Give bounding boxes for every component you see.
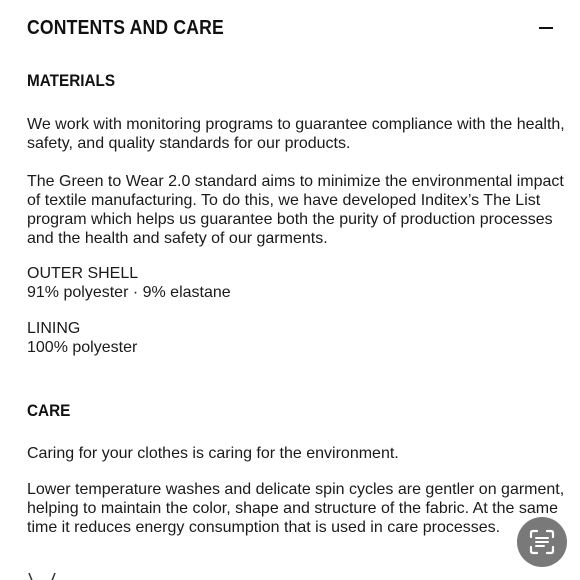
materials-heading: MATERIALS [27,71,116,90]
lining-label: LINING [27,320,81,337]
care-paragraph-2: Lower temperature washes and delicate spin cycles are gentler on garment, helping to maintain the color, shape and structure of the fabric. At the same time it reduces energy consumption that is used in care processes. [27,481,565,536]
scan-text-button[interactable] [517,517,567,567]
minus-icon[interactable] [539,21,553,35]
materials-paragraph-2: The Green to Wear 2.0 standard aims to minimize the environmental impact of textile manufacturing. To do this, we have developed Inditex’s The List program which helps us guarantee both the purity of production processes and the health and safety of our garments. [27,173,564,247]
outer-shell-label: OUTER SHELL [27,265,139,282]
outer-shell-value: 91% polyester · 9% elastane [27,284,231,301]
care-instruction-row-partial [27,571,57,580]
scan-text-icon [527,527,557,557]
contents-and-care-header[interactable] [27,15,553,41]
wash-icon [27,571,57,580]
care-heading: CARE [27,401,71,420]
care-paragraph-1: Caring for your clothes is caring for the environment. [27,445,399,462]
lining-value: 100% polyester [27,339,138,356]
section-title: CONTENTS AND CARE [27,16,224,39]
materials-paragraph-1: We work with monitoring programs to guarantee compliance with the health, safety, and quality standards for our products. [27,116,565,152]
